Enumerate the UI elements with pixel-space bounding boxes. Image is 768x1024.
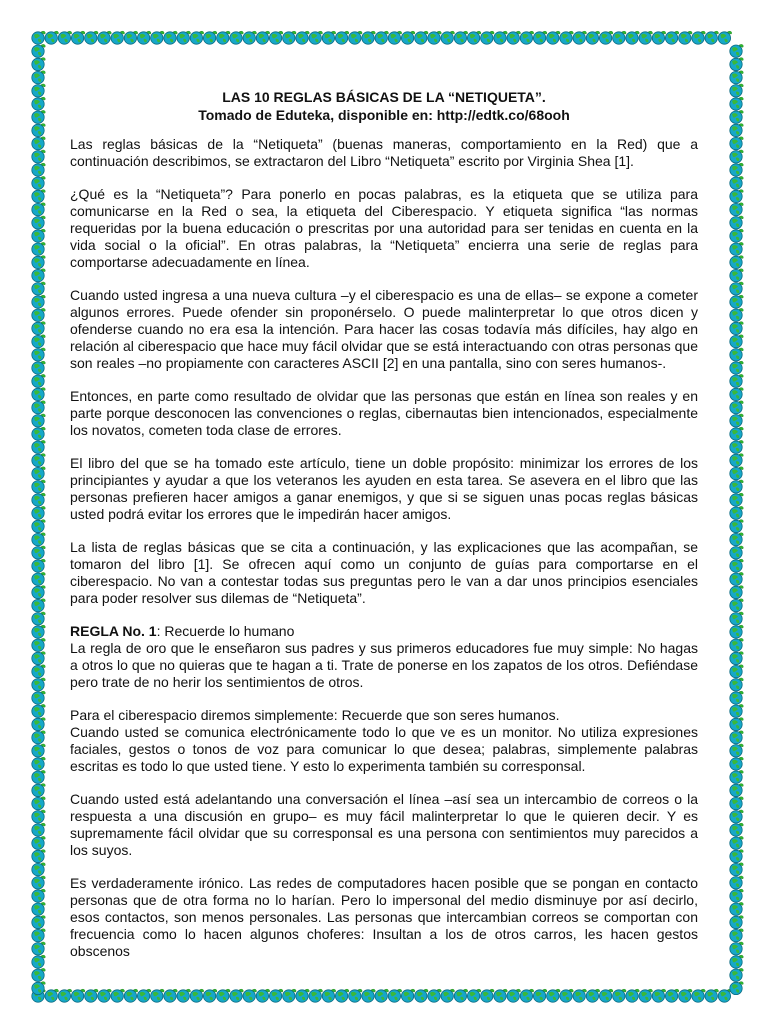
globe-icon [32,810,45,823]
globe-icon [177,989,190,1002]
globe-icon [98,989,111,1002]
globe-icon [730,493,743,506]
globe-icon [730,176,743,189]
globe-icon [243,31,256,44]
globe-icon [203,31,216,44]
globe-icon [730,718,743,731]
globe-icon [730,203,743,216]
globe-icon [730,163,743,176]
globe-icon [730,916,743,929]
globe-icon [32,770,45,783]
border-right [730,44,743,994]
globe-icon [137,989,150,1002]
globe-icon [32,836,45,849]
globe-icon [730,97,743,110]
globe-icon [111,989,124,1002]
globe-icon [98,31,111,44]
globe-icon [547,989,560,1002]
globe-icon [441,31,454,44]
globe-icon [71,31,84,44]
globe-icon [32,388,45,401]
globe-icon [665,989,678,1002]
globe-icon [32,876,45,889]
globe-icon [32,520,45,533]
globe-icon [533,989,546,1002]
paragraph-cyberspace [70,707,698,775]
globe-icon [32,665,45,678]
globe-icon [309,31,322,44]
globe-icon [415,989,428,1002]
globe-icon [32,744,45,757]
globe-icon [730,110,743,123]
globe-icon [283,989,296,1002]
globe-icon [362,31,375,44]
globe-icon [533,31,546,44]
globe-icon [507,989,520,1002]
globe-icon [730,625,743,638]
globe-icon [730,744,743,757]
globe-icon [730,414,743,427]
globe-icon [32,401,45,414]
rule-1-section [70,623,698,691]
globe-icon [494,31,507,44]
globe-icon [730,506,743,519]
globe-icon [32,269,45,282]
globe-icon [730,308,743,321]
globe-icon [467,989,480,1002]
globe-icon [32,586,45,599]
globe-icon [730,770,743,783]
globe-icon [730,665,743,678]
globe-icon [32,308,45,321]
document-title [70,88,698,124]
globe-icon [718,989,731,1002]
globe-icon [639,989,652,1002]
globe-icon [730,150,743,163]
globe-icon [32,652,45,665]
globe-icon [730,731,743,744]
globe-icon [613,31,626,44]
rule-1-text: La regla de oro que le enseñaron sus padres y sus primeros educadores fue muy simple: No hagas a otros lo que no quieras que te hagan a ti. Trate de ponerse en los zapatos de los otros. Defiéndase pero trate de no herir los sentimientos de otros. [70,640,698,690]
globe-icon [730,124,743,137]
globe-icon [467,31,480,44]
globe-icon [32,335,45,348]
globe-icon [730,850,743,863]
globe-icon [32,612,45,625]
globe-icon [32,176,45,189]
globe-icon [335,989,348,1002]
globe-icon [137,31,150,44]
globe-icon [730,678,743,691]
globe-icon [730,955,743,968]
globe-icon [32,784,45,797]
globe-icon [124,989,137,1002]
globe-icon [32,124,45,137]
globe-icon [32,256,45,269]
globe-icon [665,31,678,44]
globe-icon [32,97,45,110]
globe-icon [730,322,743,335]
border-top [32,31,732,44]
globe-icon [520,31,533,44]
globe-icon [730,84,743,97]
globe-icon [335,31,348,44]
globe-icon [32,625,45,638]
globe-icon [730,348,743,361]
globe-icon [494,989,507,1002]
globe-icon [296,989,309,1002]
globe-icon [730,361,743,374]
globe-icon [32,44,45,57]
globe-icon [32,242,45,255]
globe-icon [692,989,705,1002]
globe-icon [481,31,494,44]
globe-icon [730,823,743,836]
globe-icon [730,256,743,269]
globe-icon [718,31,731,44]
globe-icon [730,71,743,84]
globe-icon [322,989,335,1002]
globe-icon [730,282,743,295]
globe-icon [309,989,322,1002]
globe-icon [85,989,98,1002]
globe-icon [32,282,45,295]
globe-icon [454,31,467,44]
globe-icon [164,989,177,1002]
globe-icon [362,989,375,1002]
paragraph-intro: Las reglas básicas de la “Netiqueta” (buenas maneras, comportamiento en la Red) que a continuación describimos, se extractaron del Libro “Netiqueta” escrito por Virginia Shea [1]. [70,136,698,169]
globe-icon [32,731,45,744]
globe-icon [32,163,45,176]
globe-icon [349,31,362,44]
globe-icon [730,902,743,915]
globe-icon [32,533,45,546]
globe-icon [730,137,743,150]
globe-icon [256,989,269,1002]
globe-icon [45,31,58,44]
globe-icon [730,942,743,955]
globe-icon [730,968,743,981]
globe-icon [507,31,520,44]
globe-icon [32,546,45,559]
globe-icon [32,440,45,453]
globe-icon [730,982,743,995]
globe-icon [679,31,692,44]
globe-icon [111,31,124,44]
globe-icon [586,989,599,1002]
globe-icon [375,989,388,1002]
globe-icon [730,242,743,255]
globe-icon [32,797,45,810]
globe-icon [32,216,45,229]
globe-icon [269,989,282,1002]
globe-icon [730,440,743,453]
globe-icon [32,203,45,216]
globe-icon [730,586,743,599]
document-page [70,88,698,960]
globe-icon [217,989,230,1002]
globe-icon [730,836,743,849]
globe-icon [58,31,71,44]
globe-icon [124,31,137,44]
globe-icon [32,322,45,335]
globe-icon [401,31,414,44]
globe-icon [730,797,743,810]
globe-icon [730,704,743,717]
globe-icon [32,823,45,836]
globe-icon [32,374,45,387]
globe-icon [32,889,45,902]
globe-icon [428,31,441,44]
globe-icon [730,757,743,770]
globe-icon [32,84,45,97]
paragraph-ironic: Es verdaderamente irónico. Las redes de computadores hacen posible que se pongan en contacto personas que de otra forma no lo harían. Pero lo impersonal del medio disminuye por así decirlo, esos contactos, son menos personales. Las personas que intercambian correos se comportan con frecuencia como lo hacen algunos choferes: Insultan a los de otros carros, les hacen gestos obscenos [70,875,698,959]
globe-icon [283,31,296,44]
globe-icon [652,31,665,44]
globe-icon [164,31,177,44]
globe-icon [730,638,743,651]
globe-icon [692,31,705,44]
globe-icon [547,31,560,44]
globe-icon [32,572,45,585]
globe-icon [32,678,45,691]
globe-icon [730,335,743,348]
paragraph-rules-list: La lista de reglas básicas que se cita a continuación, y las explicaciones que las acompañan, se tomaron del libro [1]. Se ofrecen aquí como un conjunto de guías para comportarse en el ciberespacio. No van a contestar todas sus preguntas pero le van a dar unos principios esenciales para poder resolver sus dilemas de “Netiqueta”. [70,539,698,606]
globe-icon [322,31,335,44]
globe-icon [32,58,45,71]
globe-icon [730,467,743,480]
globe-icon [639,31,652,44]
globe-icon [32,190,45,203]
globe-icon [269,31,282,44]
globe-icon [428,989,441,1002]
globe-icon [560,31,573,44]
globe-icon [730,374,743,387]
globe-icon [203,989,216,1002]
globe-icon [32,863,45,876]
globe-icon [243,989,256,1002]
globe-icon [32,110,45,123]
title-line-2: Tomado de Eduteka, disponible en: http://edtk.co/68ooh [198,107,570,123]
globe-icon [256,31,269,44]
globe-icon [415,31,428,44]
globe-icon [560,989,573,1002]
globe-icon [32,150,45,163]
globe-icon [730,454,743,467]
paragraph-monitor: Cuando usted se comunica electrónicamente todo lo que ve es un monitor. No utiliza expresiones faciales, gestos o tonos de voz para comunicar lo que desea; palabras, simplemente palabras escritas es todo lo que usted tiene. Y esto lo experimenta también su corresponsal. [70,724,698,774]
globe-icon [32,599,45,612]
paragraph-remember-humans: Para el ciberespacio diremos simplemente: Recuerde que son seres humanos. [70,707,560,723]
globe-icon [730,216,743,229]
title-line-1: LAS 10 REGLAS BÁSICAS DE LA “NETIQUETA”. [222,89,546,105]
globe-icon [730,520,743,533]
globe-icon [177,31,190,44]
globe-icon [730,559,743,572]
globe-icon [32,704,45,717]
globe-icon [349,989,362,1002]
paragraph-what-is: ¿Qué es la “Netiqueta”? Para ponerlo en pocas palabras, es la etiqueta que se utiliza para comunicarse en la Red o sea, la etiqueta del Ciberespacio. Y etiqueta significa “las normas requeridas por la buena educación o prescritas por una autoridad para ser tenidas en cuenta en la vida social o la oficial”. En otras palabras, la “Netiqueta” encierra una serie de reglas para comportarse adecuadamente en línea. [70,186,698,270]
globe-icon [32,348,45,361]
globe-icon [705,31,718,44]
rule-1-title: : Recuerde lo humano [156,623,295,639]
globe-icon [32,31,45,44]
globe-icon [32,71,45,84]
globe-icon [730,190,743,203]
globe-icon [730,388,743,401]
globe-icon [32,638,45,651]
globe-icon [230,31,243,44]
paragraph-errors: Entonces, en parte como resultado de olvidar que las personas que están en línea son reales y en parte porque desconocen las convenciones o reglas, cibernautas bien intencionados, especialmente los novatos, cometen toda clase de errores. [70,388,698,438]
globe-icon [401,989,414,1002]
globe-icon [32,916,45,929]
globe-icon [230,989,243,1002]
globe-icon [586,31,599,44]
globe-icon [730,784,743,797]
globe-icon [32,929,45,942]
globe-icon [45,989,58,1002]
globe-icon [652,989,665,1002]
globe-icon [730,599,743,612]
globe-icon [388,989,401,1002]
globe-icon [730,269,743,282]
globe-icon [730,427,743,440]
globe-icon [730,876,743,889]
globe-icon [730,810,743,823]
globe-icon [599,31,612,44]
globe-icon [679,989,692,1002]
globe-icon [730,572,743,585]
paragraph-book-purpose: El libro del que se ha tomado este artículo, tiene un doble propósito: minimizar los errores de los principiantes y ayudar a que los veteranos les ayuden en esta tarea. Se asevera en el libro que las personas prefieren hacer amigos a ganar enemigos, y que si se siguen unas pocas reglas básicas usted podrá evitar los errores que le impedirán hacer amigos. [70,455,698,522]
globe-icon [730,863,743,876]
globe-icon [32,850,45,863]
globe-icon [32,506,45,519]
globe-icon [730,58,743,71]
globe-icon [71,989,84,1002]
globe-icon [626,31,639,44]
globe-icon [190,989,203,1002]
globe-icon [32,757,45,770]
globe-icon [481,989,494,1002]
globe-icon [730,44,743,57]
globe-icon [32,467,45,480]
globe-icon [32,295,45,308]
globe-icon [730,691,743,704]
globe-icon [730,546,743,559]
globe-icon [730,480,743,493]
globe-icon [730,229,743,242]
globe-icon [32,968,45,981]
globe-icon [217,31,230,44]
globe-icon [32,559,45,572]
globe-icon [32,942,45,955]
globe-icon [730,889,743,902]
globe-icon [388,31,401,44]
globe-icon [626,989,639,1002]
paragraph-conversation: Cuando usted está adelantando una conversación el línea –así sea un intercambio de correos o la respuesta a una discusión en grupo– es muy fácil malinterpretar lo que le quieren decir. Y es supremamente fácil olvidar que su corresponsal es una persona con sentimientos muy parecidos a los suyos. [70,791,698,858]
globe-icon [32,414,45,427]
globe-icon [32,691,45,704]
globe-icon [441,989,454,1002]
globe-icon [730,612,743,625]
border-left [32,44,45,994]
globe-icon [32,955,45,968]
globe-icon [32,229,45,242]
rule-1-label: REGLA No. 1 [70,623,157,639]
globe-icon [573,31,586,44]
globe-icon [85,31,98,44]
globe-icon [32,137,45,150]
globe-icon [32,480,45,493]
globe-icon [705,989,718,1002]
globe-icon [730,652,743,665]
globe-icon [599,989,612,1002]
globe-icon [190,31,203,44]
globe-icon [573,989,586,1002]
border-bottom [32,989,732,1002]
globe-icon [730,401,743,414]
globe-icon [296,31,309,44]
globe-icon [32,454,45,467]
globe-icon [613,989,626,1002]
globe-icon [151,31,164,44]
globe-icon [520,989,533,1002]
paragraph-new-culture: Cuando usted ingresa a una nueva cultura –y el ciberespacio es una de ellas– se expone a cometer algunos errores. Puede ofender sin proponérselo. O puede malinterpretar lo que otros dicen y ofenderse cuando no era esa la intención. Para hacer las cosas todavía más difíciles, hay algo en relación al ciberespacio que hace muy fácil olvidar que se está interactuando con otras personas que son reales –no propiamente con caracteres ASCII [2] en una pantalla, sino con seres humanos-. [70,287,698,371]
globe-icon [730,929,743,942]
globe-icon [58,989,71,1002]
globe-icon [32,902,45,915]
globe-icon [375,31,388,44]
globe-icon [32,493,45,506]
globe-icon [730,533,743,546]
globe-icon [32,361,45,374]
globe-icon [32,718,45,731]
globe-icon [151,989,164,1002]
globe-icon [32,427,45,440]
globe-icon [454,989,467,1002]
globe-icon [730,295,743,308]
